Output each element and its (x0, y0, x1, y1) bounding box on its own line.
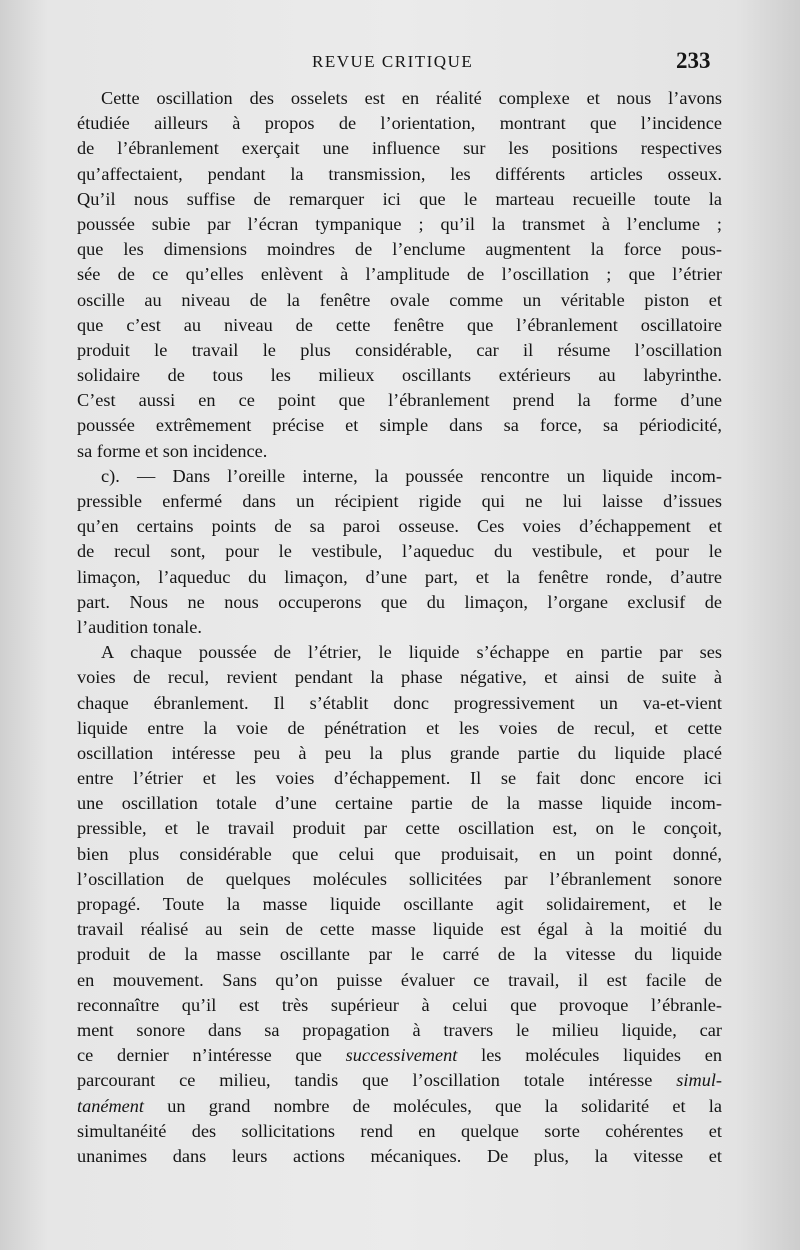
text-line: qu’en certains points de sa paroi osseuse. Ces voies d’échappement et (77, 516, 722, 537)
text-line: poussée extrêmement précise et simple dans sa force, sa périodicité, (77, 415, 722, 436)
paragraph (77, 464, 722, 640)
text-line: que les dimensions moindres de l’enclume augmentent la force pous- (77, 239, 722, 260)
text-line: sée de ce qu’elles enlèvent à l’amplitude de l’oscillation ; que l’étrier (77, 264, 722, 285)
text-line: limaçon, l’aqueduc du limaçon, d’une part, et la fenêtre ronde, d’autre (77, 566, 722, 587)
text-line: que c’est au niveau de cette fenêtre que l’ébranlement oscillatoire (77, 314, 722, 335)
text-line: bien plus considérable que celui que produisait, en un point donné, (77, 843, 722, 864)
text-line: Cette oscillation des osselets est en réalité complexe et nous l’avons (101, 88, 722, 108)
text-line: tanément un grand nombre de molécules, que la solidarité et la (77, 1095, 722, 1116)
text-line: étudiée ailleurs à propos de l’orientation, montrant que l’incidence (77, 113, 722, 134)
paragraph (77, 86, 722, 464)
text-line: qu’affectaient, pendant la transmission, les différents articles osseux. (77, 163, 722, 184)
text-line: simultanéité des sollicitations rend en quelque sorte cohérentes et (77, 1120, 722, 1141)
body-text (77, 86, 722, 1169)
text-line: sa forme et son incidence. (77, 440, 268, 461)
text-line: c). — Dans l’oreille interne, la poussée rencontre un liquide incom- (101, 465, 722, 486)
text-line: l’oscillation de quelques molécules sollicitées par l’ébranlement sonore (77, 868, 722, 889)
text-line: pressible, et le travail produit par cette oscillation est, on le conçoit, (77, 818, 722, 839)
text-line: solidaire de tous les milieux oscillants extérieurs au labyrinthe. (77, 365, 722, 386)
text-line: produit le travail le plus considérable, car il résume l’oscillation (77, 339, 722, 360)
text-line: entre l’étrier et les voies d’échappement. Il se fait donc encore ici (77, 768, 722, 789)
text-line: Qu’il nous suffise de remarquer ici que le marteau recueille toute la (77, 188, 722, 209)
text-line: en mouvement. Sans qu’on puisse évaluer ce travail, il est facile de (77, 969, 722, 990)
page-number: 233 (676, 48, 711, 73)
text-line: oscille au niveau de la fenêtre ovale comme un véritable piston et (77, 289, 722, 310)
text-line: pressible enfermé dans un récipient rigide qui ne lui laisse d’issues (77, 491, 722, 511)
text-line: C’est aussi en ce point que l’ébranlement prend la forme d’une (77, 390, 722, 411)
text-line: de l’ébranlement exerçait une influence sur les positions respectives (77, 138, 722, 159)
text-line: produit de la masse oscillante par le carré de la vitesse du liquide (77, 944, 722, 965)
text-line: part. Nous ne nous occuperons que du limaçon, l’organe exclusif de (77, 591, 722, 612)
text-line: liquide entre la voie de pénétration et les voies de recul, et cette (77, 717, 722, 738)
paragraph (77, 640, 722, 1169)
running-title: REVUE CRITIQUE (312, 52, 474, 71)
text-line: une oscillation totale d’une certaine partie de la masse liquide incom- (77, 793, 722, 814)
text-line: ce dernier n’intéresse que successivement les molécules liquides en (77, 1045, 722, 1066)
text-line: parcourant ce milieu, tandis que l’oscillation totale intéresse simul- (77, 1070, 722, 1091)
text-line: chaque ébranlement. Il s’établit donc progressivement un va-et-vient (77, 692, 722, 713)
page-header (0, 48, 800, 78)
text-line: propagé. Toute la masse liquide oscillante agit solidairement, et le (77, 894, 722, 914)
text-line: de recul sont, pour le vestibule, l’aqueduc du vestibule, et pour le (77, 541, 722, 562)
text-line: unanimes dans leurs actions mécaniques. De plus, la vitesse et (77, 1145, 722, 1166)
text-line: voies de recul, revient pendant la phase négative, et ainsi de suite à (77, 667, 722, 688)
text-line: reconnaître qu’il est très supérieur à celui que provoque l’ébranle- (77, 994, 722, 1015)
text-line: travail réalisé au sein de cette masse liquide est égal à la moitié du (77, 919, 722, 940)
text-line: poussée subie par l’écran tympanique ; qu’il la transmet à l’enclume ; (77, 213, 722, 234)
text-line: A chaque poussée de l’étrier, le liquide s’échappe en partie par ses (101, 642, 722, 663)
text-line: ment sonore dans sa propagation à travers le milieu liquide, car (77, 1019, 722, 1040)
text-line: oscillation intéresse peu à peu la plus grande partie du liquide placé (77, 742, 722, 763)
text-line: l’audition tonale. (77, 616, 202, 637)
